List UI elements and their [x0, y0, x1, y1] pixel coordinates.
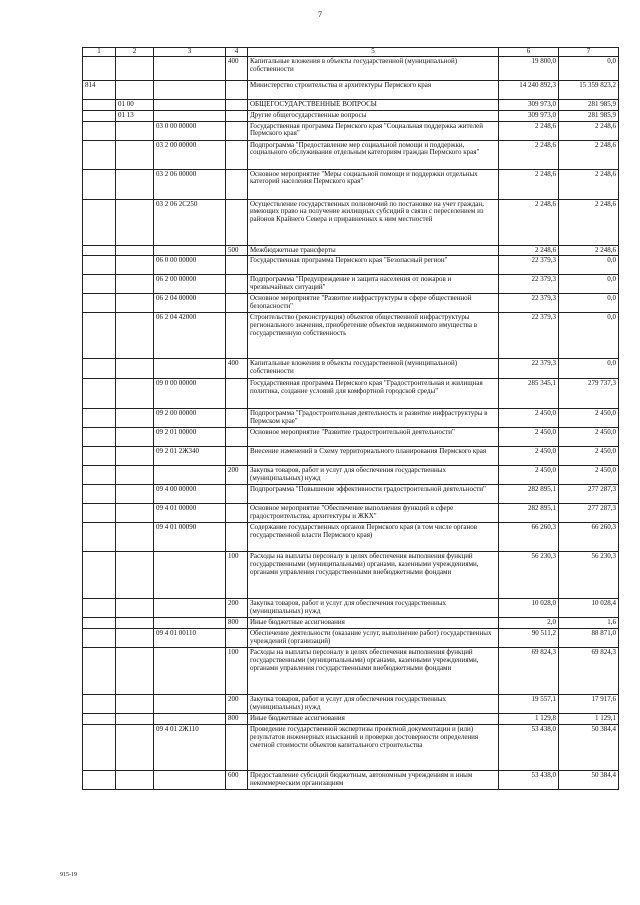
section-code-cell	[83, 428, 116, 447]
target-article-cell	[154, 552, 226, 599]
amount-year1-cell: 282 895,1	[499, 504, 559, 523]
amount-year2-cell: 2 450,0	[559, 466, 619, 485]
expense-name-cell: Осуществление государственных полномочий по постановке на учет граждан, имеющих право на получение жилищных субсидий в связи с переселением из районов Крайнего Севера и приравненных к ним местностей	[248, 199, 499, 245]
table-header-row	[83, 48, 619, 57]
table-body	[83, 57, 619, 790]
table-row	[83, 552, 619, 599]
table-row	[83, 466, 619, 485]
subsection-code-cell	[116, 81, 154, 100]
section-code-cell	[83, 552, 116, 599]
amount-year2-cell: 2 248,6	[559, 140, 619, 169]
expense-type-cell	[226, 447, 248, 466]
table-row	[83, 714, 619, 725]
expense-name-cell: Внесение изменений в Схему территориального планирования Пермского края	[248, 447, 499, 466]
expense-type-cell	[226, 199, 248, 245]
subsection-code-cell	[116, 294, 154, 313]
amount-year2-cell: 2 248,6	[559, 121, 619, 140]
section-code-cell	[83, 447, 116, 466]
amount-year2-cell: 277 287,3	[559, 504, 619, 523]
expense-type-cell: 200	[226, 599, 248, 618]
expense-name-cell: Строительство (реконструкция) объектов общественной инфраструктуры регионального значения, приобретение объектов недвижимого имущества в государственную собственность	[248, 313, 499, 359]
subsection-code-cell	[116, 379, 154, 409]
table-row	[83, 695, 619, 714]
expense-name-cell: Основное мероприятие "Развитие инфраструктуры в сфере общественной безопасности"	[248, 294, 499, 313]
amount-year1-cell: 2 248,6	[499, 140, 559, 169]
subsection-code-cell	[116, 725, 154, 771]
table-row	[83, 81, 619, 100]
amount-year1-cell: 22 379,3	[499, 256, 559, 275]
table-row	[83, 428, 619, 447]
amount-year1-cell: 53 438,0	[499, 771, 559, 790]
amount-year1-cell: 14 240 892,3	[499, 81, 559, 100]
section-code-cell	[83, 110, 116, 121]
subsection-code-cell	[116, 199, 154, 245]
table-row	[83, 294, 619, 313]
expense-name-cell: Подпрограмма "Градостроительная деятельность и развитие инфраструктуры в Пермском крае"	[248, 409, 499, 428]
target-article-cell: 03 2 06 00000	[154, 169, 226, 199]
amount-year2-cell: 0,0	[559, 275, 619, 294]
amount-year1-cell: 56 230,3	[499, 552, 559, 599]
expense-type-cell	[226, 428, 248, 447]
subsection-code-cell	[116, 618, 154, 629]
section-code-cell	[83, 379, 116, 409]
target-article-cell: 09 2 01 2Ж340	[154, 447, 226, 466]
expense-name-cell: Закупка товаров, работ и услуг для обеспечения государственных (муниципальных) нужд	[248, 695, 499, 714]
target-article-cell: 06 2 00 00000	[154, 275, 226, 294]
table-row	[83, 485, 619, 504]
table-row	[83, 169, 619, 199]
subsection-code-cell	[116, 57, 154, 81]
table-row	[83, 140, 619, 169]
expense-type-cell	[226, 140, 248, 169]
column-header: 3	[154, 48, 226, 57]
table-row	[83, 725, 619, 771]
table-row	[83, 648, 619, 695]
section-code-cell	[83, 275, 116, 294]
amount-year1-cell: 22 379,3	[499, 275, 559, 294]
expense-type-cell	[226, 294, 248, 313]
table-row	[83, 121, 619, 140]
table-row	[83, 275, 619, 294]
expense-name-cell: Основное мероприятие "Развитие градостроительной деятельности"	[248, 428, 499, 447]
subsection-code-cell	[116, 485, 154, 504]
table-row	[83, 379, 619, 409]
expense-type-cell	[226, 313, 248, 359]
table-row	[83, 110, 619, 121]
section-code-cell	[83, 771, 116, 790]
subsection-code-cell	[116, 714, 154, 725]
table-row	[83, 57, 619, 81]
amount-year2-cell: 281 985,9	[559, 100, 619, 111]
table-row	[83, 409, 619, 428]
amount-year2-cell: 2 248,6	[559, 245, 619, 256]
table-row	[83, 100, 619, 111]
expense-name-cell: Капитальные вложения в объекты государственной (муниципальной) собственности	[248, 359, 499, 379]
subsection-code-cell	[116, 447, 154, 466]
amount-year2-cell: 2 248,6	[559, 199, 619, 245]
subsection-code-cell	[116, 428, 154, 447]
amount-year1-cell: 2 248,6	[499, 169, 559, 199]
section-code-cell	[83, 714, 116, 725]
section-code-cell	[83, 523, 116, 552]
subsection-code-cell	[116, 275, 154, 294]
amount-year2-cell: 0,0	[559, 313, 619, 359]
expense-name-cell: Министерство строительства и архитектуры Пермского края	[248, 81, 499, 100]
expense-type-cell: 600	[226, 771, 248, 790]
section-code-cell	[83, 57, 116, 81]
target-article-cell	[154, 648, 226, 695]
column-header: 7	[559, 48, 619, 57]
amount-year1-cell: 1 129,8	[499, 714, 559, 725]
amount-year1-cell: 10 028,0	[499, 599, 559, 618]
target-article-cell: 06 2 04 42000	[154, 313, 226, 359]
footer-code: 915-19	[60, 872, 77, 878]
amount-year1-cell: 90 511,2	[499, 629, 559, 648]
budget-table	[82, 47, 619, 790]
expense-type-cell	[226, 275, 248, 294]
subsection-code-cell	[116, 599, 154, 618]
section-code-cell	[83, 409, 116, 428]
expense-type-cell	[226, 629, 248, 648]
expense-name-cell: Обеспечение деятельности (оказание услуг, выполнение работ) государственных учреждений (организаций)	[248, 629, 499, 648]
amount-year2-cell: 279 737,3	[559, 379, 619, 409]
section-code-cell	[83, 256, 116, 275]
target-article-cell	[154, 714, 226, 725]
table-row	[83, 359, 619, 379]
target-article-cell: 09 4 01 00090	[154, 523, 226, 552]
amount-year1-cell: 2,0	[499, 618, 559, 629]
amount-year2-cell: 50 384,4	[559, 725, 619, 771]
target-article-cell: 09 4 01 2Ж110	[154, 725, 226, 771]
subsection-code-cell	[116, 629, 154, 648]
subsection-code-cell	[116, 245, 154, 256]
expense-type-cell: 100	[226, 552, 248, 599]
section-code-cell	[83, 199, 116, 245]
expense-type-cell: 100	[226, 648, 248, 695]
expense-name-cell: Иные бюджетные ассигнования	[248, 618, 499, 629]
subsection-code-cell	[116, 409, 154, 428]
expense-name-cell: Государственная программа Пермского края "Градостроительная и жилищная политика, создание условий для комфортной городской среды"	[248, 379, 499, 409]
subsection-code-cell: 01 13	[116, 110, 154, 121]
subsection-code-cell	[116, 313, 154, 359]
section-code-cell	[83, 725, 116, 771]
expense-name-cell: Государственная программа Пермского края "Безопасный регион"	[248, 256, 499, 275]
subsection-code-cell	[116, 523, 154, 552]
target-article-cell: 09 4 01 00000	[154, 504, 226, 523]
expense-type-cell	[226, 100, 248, 111]
target-article-cell	[154, 618, 226, 629]
amount-year1-cell: 2 248,6	[499, 121, 559, 140]
target-article-cell	[154, 466, 226, 485]
section-code-cell	[83, 504, 116, 523]
amount-year1-cell: 309 973,0	[499, 100, 559, 111]
section-code-cell	[83, 121, 116, 140]
column-header: 1	[83, 48, 116, 57]
expense-name-cell: Подпрограмма "Повышение эффективности градостроительной деятельности"	[248, 485, 499, 504]
amount-year2-cell: 88 871,0	[559, 629, 619, 648]
target-article-cell: 09 4 00 00000	[154, 485, 226, 504]
amount-year2-cell: 66 260,3	[559, 523, 619, 552]
amount-year1-cell: 285 345,1	[499, 379, 559, 409]
subsection-code-cell	[116, 256, 154, 275]
expense-name-cell: Основное мероприятие "Обеспечение выполнения функций в сфере градостроительства, архитектуры и ЖКХ"	[248, 504, 499, 523]
target-article-cell: 09 0 00 00000	[154, 379, 226, 409]
expense-type-cell	[226, 485, 248, 504]
amount-year1-cell: 19 557,1	[499, 695, 559, 714]
section-code-cell	[83, 100, 116, 111]
target-article-cell: 09 2 01 00000	[154, 428, 226, 447]
expense-name-cell: Подпрограмма "Предупреждение и защита населения от пожаров и чрезвычайных ситуаций"	[248, 275, 499, 294]
amount-year1-cell: 2 450,0	[499, 428, 559, 447]
amount-year2-cell: 50 384,4	[559, 771, 619, 790]
target-article-cell: 03 2 00 00000	[154, 140, 226, 169]
section-code-cell	[83, 618, 116, 629]
expense-type-cell	[226, 379, 248, 409]
amount-year2-cell: 10 028,4	[559, 599, 619, 618]
expense-type-cell: 500	[226, 245, 248, 256]
section-code-cell	[83, 695, 116, 714]
section-code-cell	[83, 169, 116, 199]
target-article-cell: 06 2 04 00000	[154, 294, 226, 313]
amount-year1-cell: 2 248,6	[499, 245, 559, 256]
amount-year1-cell: 2 450,0	[499, 466, 559, 485]
amount-year2-cell: 0,0	[559, 256, 619, 275]
expense-type-cell	[226, 409, 248, 428]
amount-year2-cell: 0,0	[559, 294, 619, 313]
subsection-code-cell	[116, 359, 154, 379]
expense-type-cell	[226, 81, 248, 100]
table-row	[83, 629, 619, 648]
amount-year1-cell: 309 973,0	[499, 110, 559, 121]
column-header: 5	[248, 48, 499, 57]
section-code-cell	[83, 294, 116, 313]
section-code-cell	[83, 629, 116, 648]
section-code-cell	[83, 245, 116, 256]
target-article-cell: 06 0 00 00000	[154, 256, 226, 275]
amount-year2-cell: 1 129,1	[559, 714, 619, 725]
table-row	[83, 771, 619, 790]
target-article-cell	[154, 695, 226, 714]
expense-type-cell	[226, 256, 248, 275]
expense-name-cell: ОБЩЕГОСУДАРСТВЕННЫЕ ВОПРОСЫ	[248, 100, 499, 111]
subsection-code-cell: 01 00	[116, 100, 154, 111]
amount-year1-cell: 22 379,3	[499, 359, 559, 379]
subsection-code-cell	[116, 140, 154, 169]
amount-year2-cell: 0,0	[559, 57, 619, 81]
subsection-code-cell	[116, 771, 154, 790]
amount-year2-cell: 0,0	[559, 359, 619, 379]
amount-year1-cell: 22 379,3	[499, 313, 559, 359]
expense-name-cell: Капитальные вложения в объекты государственной (муниципальной) собственности	[248, 57, 499, 81]
target-article-cell	[154, 245, 226, 256]
amount-year2-cell: 69 824,3	[559, 648, 619, 695]
subsection-code-cell	[116, 504, 154, 523]
expense-type-cell: 400	[226, 359, 248, 379]
target-article-cell	[154, 57, 226, 81]
expense-name-cell: Расходы на выплаты персоналу в целях обеспечения выполнения функций государственными (муниципальными) органами, казенными учреждениями, органами управления государственными внебюджетными фондами	[248, 552, 499, 599]
amount-year1-cell: 66 260,3	[499, 523, 559, 552]
amount-year1-cell: 2 450,0	[499, 409, 559, 428]
expense-type-cell	[226, 110, 248, 121]
expense-name-cell: Закупка товаров, работ и услуг для обеспечения государственных (муниципальных) нужд	[248, 599, 499, 618]
table-row	[83, 523, 619, 552]
table-row	[83, 313, 619, 359]
section-code-cell: 814	[83, 81, 116, 100]
expense-type-cell	[226, 504, 248, 523]
amount-year1-cell: 53 438,0	[499, 725, 559, 771]
amount-year1-cell: 2 450,0	[499, 447, 559, 466]
amount-year2-cell: 56 230,3	[559, 552, 619, 599]
table-row	[83, 599, 619, 618]
expense-type-cell: 200	[226, 466, 248, 485]
section-code-cell	[83, 313, 116, 359]
amount-year1-cell: 19 800,0	[499, 57, 559, 81]
expense-name-cell: Закупка товаров, работ и услуг для обеспечения государственных (муниципальных) нужд	[248, 466, 499, 485]
expense-name-cell: Другие общегосударственные вопросы	[248, 110, 499, 121]
page-number: 7	[318, 10, 322, 19]
amount-year2-cell: 1,6	[559, 618, 619, 629]
section-code-cell	[83, 359, 116, 379]
table-row	[83, 245, 619, 256]
expense-name-cell: Иные бюджетные ассигнования	[248, 714, 499, 725]
expense-name-cell: Проведение государственной экспертизы проектной документации и (или) результатов инженерных изысканий и проверки достоверности определения сметной стоимости объектов капитального строительства	[248, 725, 499, 771]
section-code-cell	[83, 485, 116, 504]
target-article-cell: 09 4 01 00110	[154, 629, 226, 648]
expense-type-cell: 800	[226, 714, 248, 725]
expense-type-cell: 800	[226, 618, 248, 629]
expense-name-cell: Подпрограмма "Предоставление мер социальной помощи и поддержки, социального обслуживания отдельным категориям граждан Пермского края"	[248, 140, 499, 169]
amount-year2-cell: 2 450,0	[559, 428, 619, 447]
expense-name-cell: Содержание государственных органов Пермского края (в том числе органов государственной власти Пермского края)	[248, 523, 499, 552]
expense-type-cell	[226, 169, 248, 199]
expense-name-cell: Межбюджетные трансферты	[248, 245, 499, 256]
table-row	[83, 504, 619, 523]
subsection-code-cell	[116, 648, 154, 695]
expense-type-cell	[226, 523, 248, 552]
amount-year1-cell: 2 248,6	[499, 199, 559, 245]
subsection-code-cell	[116, 695, 154, 714]
column-header: 2	[116, 48, 154, 57]
amount-year1-cell: 22 379,3	[499, 294, 559, 313]
section-code-cell	[83, 648, 116, 695]
expense-type-cell: 200	[226, 695, 248, 714]
amount-year1-cell: 69 824,3	[499, 648, 559, 695]
subsection-code-cell	[116, 466, 154, 485]
expense-type-cell	[226, 725, 248, 771]
amount-year2-cell: 17 917,6	[559, 695, 619, 714]
subsection-code-cell	[116, 121, 154, 140]
target-article-cell	[154, 599, 226, 618]
amount-year2-cell: 281 985,9	[559, 110, 619, 121]
table-row	[83, 199, 619, 245]
expense-type-cell: 400	[226, 57, 248, 81]
expense-name-cell: Основное мероприятие "Меры социальной помощи и поддержки отдельных категорий населения Пермского края"	[248, 169, 499, 199]
target-article-cell: 09 2 00 00000	[154, 409, 226, 428]
table-row	[83, 256, 619, 275]
amount-year2-cell: 15 359 823,2	[559, 81, 619, 100]
section-code-cell	[83, 466, 116, 485]
table-row	[83, 447, 619, 466]
amount-year2-cell: 2 248,6	[559, 169, 619, 199]
subsection-code-cell	[116, 169, 154, 199]
amount-year1-cell: 282 895,1	[499, 485, 559, 504]
target-article-cell	[154, 359, 226, 379]
column-header: 6	[499, 48, 559, 57]
target-article-cell: 03 2 06 2С250	[154, 199, 226, 245]
expense-name-cell: Государственная программа Пермского края "Социальная поддержка жителей Пермского края"	[248, 121, 499, 140]
section-code-cell	[83, 599, 116, 618]
subsection-code-cell	[116, 552, 154, 599]
table-row	[83, 618, 619, 629]
expense-type-cell	[226, 121, 248, 140]
expense-name-cell: Расходы на выплаты персоналу в целях обеспечения выполнения функций государственными (муниципальными) органами, казенными учреждениями, органами управления государственными внебюджетными фондами	[248, 648, 499, 695]
expense-name-cell: Предоставление субсидий бюджетным, автономным учреждениям и иным некоммерческим организациям	[248, 771, 499, 790]
target-article-cell	[154, 100, 226, 111]
amount-year2-cell: 277 287,3	[559, 485, 619, 504]
section-code-cell	[83, 140, 116, 169]
amount-year2-cell: 2 450,0	[559, 447, 619, 466]
target-article-cell	[154, 81, 226, 100]
target-article-cell	[154, 771, 226, 790]
target-article-cell	[154, 110, 226, 121]
amount-year2-cell: 2 450,0	[559, 409, 619, 428]
target-article-cell: 03 0 00 00000	[154, 121, 226, 140]
column-header: 4	[226, 48, 248, 57]
